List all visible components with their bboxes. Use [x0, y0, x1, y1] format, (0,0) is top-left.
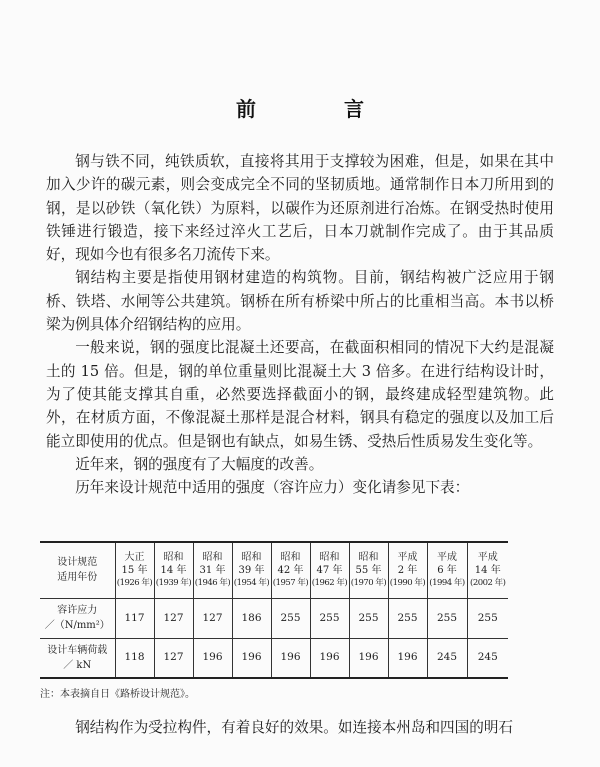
- table-cell: 255: [349, 598, 388, 638]
- table-cell: 118: [115, 638, 154, 678]
- allowable-stress-table: [40, 541, 508, 679]
- table-cell: 196: [349, 638, 388, 678]
- paragraph: 钢结构主要是指使用钢材建造的构筑物。目前，钢结构被广泛应用于钢桥、铁塔、水闸等公共建筑。钢桥在所有桥梁中所占的比重相当高。本书以桥梁为例具体介绍钢结构的应用。: [46, 269, 554, 334]
- table-cell: 127: [154, 598, 193, 638]
- body-text: [46, 150, 554, 499]
- header-year-cell: 昭和 42 年 (1957 年): [271, 542, 310, 598]
- table-cell: 127: [193, 598, 232, 638]
- table-cell: 255: [427, 598, 467, 638]
- table-cell: 196: [193, 638, 232, 678]
- table-cell: 255: [271, 598, 310, 638]
- table-cell: 255: [467, 598, 508, 638]
- row-label-cell: 设计车辆荷载 ／ kN: [40, 638, 115, 678]
- header-year-cell: 平成 2 年 (1990 年): [388, 542, 427, 598]
- table-row-allowable-stress: [40, 598, 508, 638]
- paragraph: 钢结构作为受拉构件，有着良好的效果。如连接本州岛和四国的明石: [75, 719, 514, 736]
- table-cell: 186: [232, 598, 271, 638]
- paragraph: 历年来设计规范中适用的强度（容许应力）变化请参见下表：: [75, 479, 470, 497]
- table-cell: 196: [388, 638, 427, 678]
- header-label-cell: 设计规范 适用年份: [40, 542, 115, 598]
- table-cell: 117: [115, 598, 154, 638]
- table-header-row: [40, 542, 508, 598]
- page-title: 前 言: [236, 97, 398, 121]
- header-year-cell: 平成 6 年 (1994 年): [427, 542, 467, 598]
- table-cell: 255: [310, 598, 349, 638]
- paragraph: 钢与铁不同，纯铁质软，直接将其用于支撑较为困难，但是，如果在其中加入少许的碳元素，则会变成完全不同的坚韧质地。通常制作日本刀所用到的钢，是以砂铁（氧化铁）为原料，以碳作为还原剂进行冶炼。在钢受热时使用铁锤进行锻造，接下来经过淬火工艺后，日本刀就制作完成了。由于其品质好，现如今也有很多名刀流传下来。: [46, 153, 554, 264]
- paragraph: 一般来说，钢的强度比混凝土还要高，在截面积相同的情况下大约是混凝土的 15 倍。但是，钢的单位重量则比混凝土大 3 倍多。在进行结构设计时，为了使其能支撑其自重，必然要选择截面小的钢，最终建成轻型建筑物。此外，在材质方面，不像混凝土那样是混合材料，钢具有稳定的强度以及加工后能立即使用的优点。但是钢也有缺点，如易生锈、受热后性质易发生变化等。: [46, 339, 554, 450]
- header-year-cell: 昭和 31 年 (1946 年): [193, 542, 232, 598]
- header-year-cell: 昭和 47 年 (1962 年): [310, 542, 349, 598]
- header-year-cell: 昭和 39 年 (1954 年): [232, 542, 271, 598]
- header-year-cell: 平成 14 年 (2002 年): [467, 542, 508, 598]
- table-cell: 245: [467, 638, 508, 678]
- table-cell: 196: [271, 638, 310, 678]
- table-row-design-vehicle-load: [40, 638, 508, 678]
- table-cell: 196: [232, 638, 271, 678]
- header-year-cell: 昭和 55 年 (1970 年): [349, 542, 388, 598]
- table-note: 注：本表摘自日《路桥设计规范》。: [40, 689, 195, 700]
- header-year-cell: 昭和 14 年 (1939 年): [154, 542, 193, 598]
- table-cell: 196: [310, 638, 349, 678]
- continuation-text: [46, 716, 554, 739]
- paragraph: 近年来，钢的强度有了大幅度的改善。: [75, 455, 324, 473]
- table-cell: 255: [388, 598, 427, 638]
- table-cell: 245: [427, 638, 467, 678]
- row-label-cell: 容许应力 ／（N/mm²）: [40, 598, 115, 638]
- header-year-cell: 大正 15 年 (1926 年): [115, 542, 154, 598]
- table-cell: 127: [154, 638, 193, 678]
